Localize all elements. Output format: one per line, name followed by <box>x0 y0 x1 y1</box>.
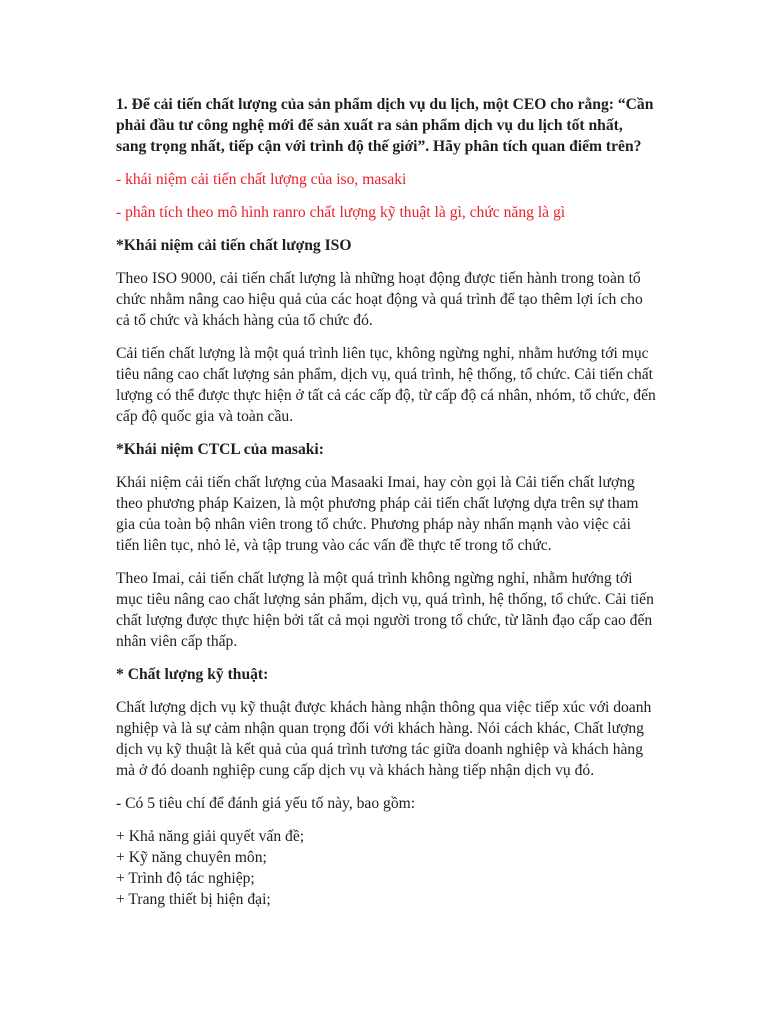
heading-masaki: *Khái niệm CTCL của masaki: <box>116 441 324 458</box>
heading-iso: *Khái niệm cải tiến chất lượng ISO <box>116 237 352 254</box>
masaki-paragraph-1: Khái niệm cải tiến chất lượng của Masaaki Imai, hay còn gọi là Cải tiến chất lượng theo phương pháp Kaizen, là một phương pháp cải tiến chất lượng dựa trên sự tham gia của toàn bộ nhân viên trong tổ chức. Phương pháp này nhấn mạnh vào việc cải tiến liên tục, nhỏ lẻ, và tập trung vào các vấn đề thực tế trong tổ chức. <box>116 474 639 554</box>
document-page <box>116 94 656 910</box>
list-item: + Kỹ năng chuyên môn; <box>116 849 267 866</box>
masaki-paragraph-2: Theo Imai, cải tiến chất lượng là một quá trình không ngừng nghỉ, nhằm hướng tới mục tiêu nâng cao chất lượng sản phẩm, dịch vụ, quá trình, hệ thống, tổ chức. Cải tiến chất lượng được thực hiện bởi tất cả mọi người trong tổ chức, từ lãnh đạo cấp cao đến nhân viên cấp thấp. <box>116 570 654 650</box>
heading-technical-quality: * Chất lượng kỹ thuật: <box>116 666 269 683</box>
technical-paragraph-2: - Có 5 tiêu chí để đánh giá yếu tố này, bao gồm: <box>116 795 416 812</box>
note-ranro-model: - phân tích theo mô hình ranro chất lượng kỹ thuật là gì, chức năng là gì <box>116 204 566 221</box>
note-iso-masaki: - khái niệm cải tiến chất lượng của iso, masaki <box>116 171 407 188</box>
question-text: 1. Để cải tiến chất lượng của sản phẩm dịch vụ du lịch, một CEO cho rằng: “Cần phải đầu tư công nghệ mới để sản xuất ra sản phẩm dịch vụ du lịch tốt nhất, sang trọng nhất, tiếp cận với trình độ thế giới”. Hãy phân tích quan điểm trên? <box>116 96 654 155</box>
iso-paragraph-1: Theo ISO 9000, cải tiến chất lượng là những hoạt động được tiến hành trong toàn tổ chức nhằm nâng cao hiệu quả của các hoạt động và quá trình để tạo thêm lợi ích cho cả tổ chức và khách hàng của tổ chức đó. <box>116 270 643 329</box>
list-item: + Trang thiết bị hiện đại; <box>116 891 271 908</box>
list-item: + Trình độ tác nghiệp; <box>116 870 255 887</box>
iso-paragraph-2: Cải tiến chất lượng là một quá trình liên tục, không ngừng nghỉ, nhằm hướng tới mục tiêu nâng cao chất lượng sản phẩm, dịch vụ, quá trình, hệ thống, tổ chức. Cải tiến chất lượng có thể được thực hiện ở tất cả các cấp độ, từ cấp độ cá nhân, nhóm, tổ chức, đến cấp độ quốc gia và toàn cầu. <box>116 345 656 425</box>
technical-paragraph-1: Chất lượng dịch vụ kỹ thuật được khách hàng nhận thông qua việc tiếp xúc với doanh nghiệp và là sự cảm nhận quan trọng đối với khách hàng. Nói cách khác, Chất lượng dịch vụ kỹ thuật là kết quả của quá trình tương tác giữa doanh nghiệp và khách hàng mà ở đó doanh nghiệp cung cấp dịch vụ và khách hàng tiếp nhận dịch vụ đó. <box>116 699 652 779</box>
criteria-list <box>116 826 656 910</box>
list-item: + Khả năng giải quyết vấn đề; <box>116 828 305 845</box>
